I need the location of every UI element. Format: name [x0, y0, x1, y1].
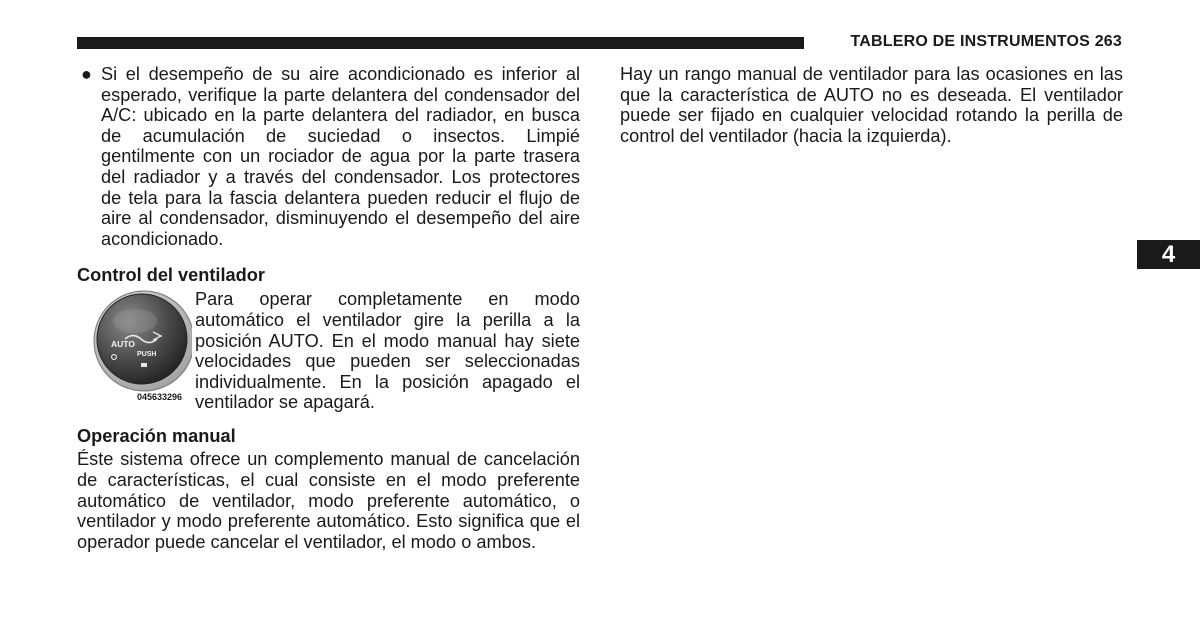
- section-tab: 4: [1137, 240, 1200, 269]
- header-rule: [77, 37, 804, 49]
- right-column: [620, 64, 1123, 146]
- manual-operation-heading: Operación manual: [77, 426, 236, 447]
- bullet-icon: ●: [81, 64, 92, 84]
- knob-push-label: PUSH: [137, 351, 157, 359]
- page-header-title: TABLERO DE INSTRUMENTOS 263: [850, 33, 1122, 50]
- fan-control-heading: Control del ventilador: [77, 265, 265, 286]
- fan-control-block: [77, 289, 580, 411]
- knob-auto-label: AUTO: [111, 339, 135, 350]
- left-column: [77, 64, 580, 552]
- right-paragraph: Hay un rango manual de ventilador para las ocasiones en las que la característica de AUTO no es deseada. El ventilador puede ser fijado en cualquier velocidad rotando la perilla de control del ventilador (hacia la izquierda).: [620, 64, 1123, 146]
- bullet-text: Si el desempeño de su aire acondicionado es inferior al esperado, verifique la parte delantera del condensador del A/C: ubicado en la parte delantera del radiador, en busca de acumulación de suciedad o insectos. Limpié gentilmente con un rociador de agua por la parte trasera del radiador y a través del condensador. Los protectores de tela para la fascia delantera pueden reducir el flujo de aire al condensador, disminuyendo el desempeño del aire acondicionado.: [101, 64, 580, 249]
- figure-code: 045633296: [137, 392, 183, 403]
- manual-operation-text: Éste sistema ofrece un complemento manual de cancelación de características, el cual consiste en el modo preferente automático de ventilador, modo preferente automático, o ventilador y modo preferente automático. Esto significa que el operador puede cancelar el ventilador, el modo o ambos.: [77, 449, 580, 552]
- fan-knob-icon: [77, 289, 192, 393]
- fan-control-text: Para operar completamente en modo automático el ventilador gire la perilla a la posición AUTO. En el modo manual hay siete velocidades que pueden ser seleccionadas individualmente. En la posición apagado el ventilador se apagará.: [195, 289, 580, 413]
- bullet-item: [77, 64, 580, 249]
- fan-knob-figure: [77, 289, 192, 411]
